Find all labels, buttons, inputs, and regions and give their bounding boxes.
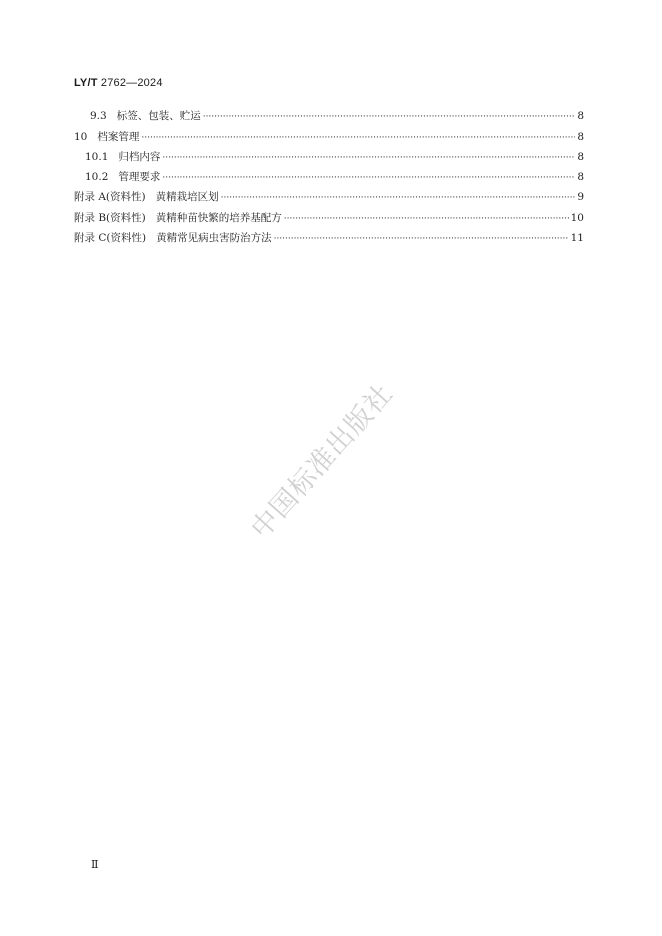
toc-entry-page: 10	[570, 212, 584, 224]
toc-entry-number: 10.2	[85, 171, 109, 183]
toc-leader-dots	[221, 191, 576, 204]
toc-entry-number: 9.3	[90, 110, 107, 122]
toc-entry-page: 11	[570, 232, 584, 244]
toc-entry-appendix-b[interactable]	[74, 211, 584, 225]
toc-entry-title: 标签、包装、贮运	[116, 110, 201, 122]
toc-entry-title: 黄精种苗快繁的培养基配方	[155, 212, 282, 224]
toc-entry-page: 8	[577, 151, 584, 163]
toc-entry-page: 8	[577, 131, 584, 143]
toc-entry-number: 附录 A(资料性)	[74, 191, 146, 203]
toc-entry-title: 黄精栽培区划	[155, 191, 219, 203]
toc-entry-page: 8	[577, 110, 584, 122]
toc-entry-10[interactable]	[74, 130, 584, 144]
toc-entry-number: 附录 B(资料性)	[74, 212, 146, 224]
toc-entry-10-2[interactable]	[85, 170, 584, 184]
toc-entry-10-1[interactable]	[85, 150, 584, 164]
toc-entry-page: 8	[577, 171, 584, 183]
toc-leader-dots	[162, 151, 575, 164]
document-code-number: 2762—2024	[100, 77, 163, 89]
toc-entry-number: 10.1	[85, 151, 109, 163]
toc-entry-9-3[interactable]	[90, 109, 584, 123]
page-number: Ⅱ	[91, 858, 99, 871]
toc-entry-title: 档案管理	[97, 131, 140, 143]
toc-entry-appendix-c[interactable]	[74, 231, 584, 245]
toc-entry-title: 管理要求	[118, 171, 161, 183]
toc-entry-title: 黄精常见病虫害防治方法	[156, 232, 272, 244]
toc-leader-dots	[162, 171, 575, 184]
toc-leader-dots	[274, 232, 569, 245]
toc-entry-appendix-a[interactable]	[74, 190, 584, 204]
toc-entry-title: 归档内容	[118, 151, 161, 163]
document-code-prefix: LY/T	[74, 77, 98, 89]
toc-entry-number: 附录 C(资料性)	[74, 232, 147, 244]
toc-leader-dots	[284, 212, 569, 225]
publisher-watermark: 中国标准出版社	[245, 378, 400, 545]
toc-leader-dots	[141, 131, 575, 144]
document-code	[74, 77, 163, 89]
toc-entry-page: 9	[577, 191, 584, 203]
toc-leader-dots	[203, 110, 576, 123]
toc-entry-number: 10	[74, 131, 88, 143]
